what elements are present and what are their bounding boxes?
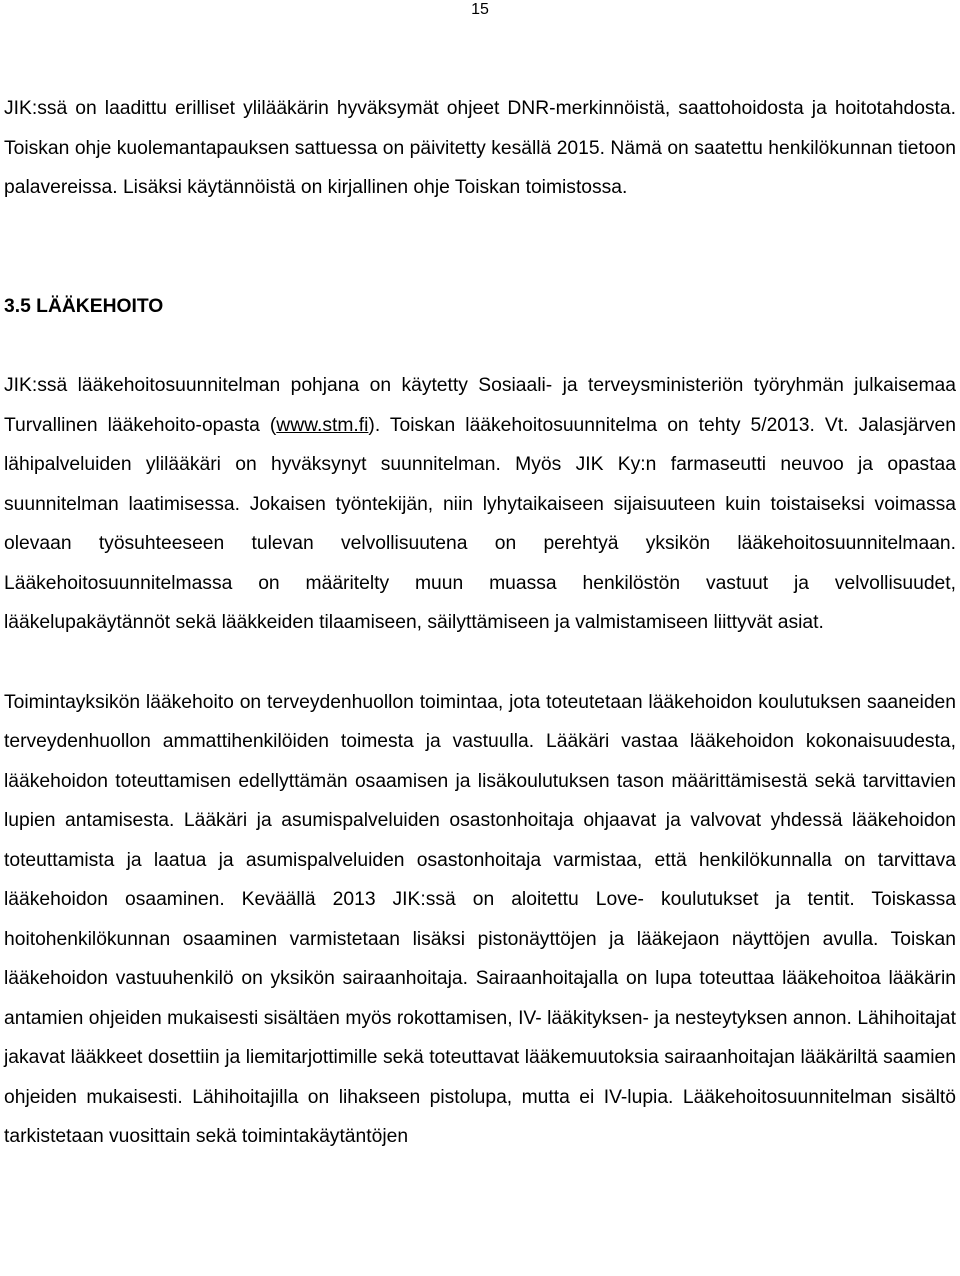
spacer: [4, 643, 956, 683]
document-body: [4, 89, 956, 1157]
paragraph-text: ). Toiskan lääkehoitosuunnitelma on tehty 5/2013. Vt. Jalasjärven lähipalveluiden ylilääkäri on hyväksynyt suunnitelman. Myös JIK Ky:n farmaseutti neuvoo ja opastaa suunnitelman laatimisessa. Jokaisen työntekijän, niin lyhytaikaiseen sijaisuuteen kuin toistaiseksi voimassa olevaan työsuhteeseen tulevan velvollisuutena on perehtyä yksikön lääkehoitosuunnitelmaan. Lääkehoitosuunnitelmassa on määritelty muun muassa henkilöstön vastuut ja velvollisuudet, lääkelupakäytännöt sekä lääkkeiden tilaamiseen, säilyttämiseen ja valmistamiseen liittyvät asiat.: [4, 414, 956, 633]
page-number: 15: [471, 1, 489, 18]
paragraph-text: JIK:ssä lääkehoitosuunnitelman pohjana on käytetty Sosiaali- ja terveysministeriön työryhmän julkaisemaa Turvallinen lääkehoito-opasta (: [4, 375, 956, 436]
paragraph-medication-responsibility: Toimintayksikön lääkehoito on terveydenhuollon toimintaa, jota toteutetaan lääkehoidon koulutuksen saaneiden terveydenhuollon ammattihenkilöiden toimesta ja vastuulla. Lääkäri vastaa lääkehoidon kokonaisuudesta, lääkehoidon toteuttamisen edellyttämän osaamisen ja lisäkoulutuksen tason määrittämisestä sekä tarvittavien lupien antamisesta. Lääkäri ja asumispalveluiden osastonhoitaja ohjaavat ja valvovat yhdessä lääkehoidon toteuttamista ja laatua ja asumispalveluiden osastonhoitaja varmistaa, että henkilökunnalla on tarvittava lääkehoidon osaaminen. Keväällä 2013 JIK:ssä on aloitettu Love- koulutukset ja tentit. Toiskassa hoitohenkilökunnan osaaminen varmistetaan lisäksi pistonäyttöjen ja lääkejaon näyttöjen avulla. Toiskan lääkehoidon vastuuhenkilö on yksikön sairaanhoitaja. Sairaanhoitajalla on lupa toteuttaa lääkehoitoa lääkärin antamien ohjeiden mukaisesti sisältäen myös rokottamisen, IV- lääkityksen- ja nesteytyksen annon. Lähihoitajat jakavat lääkkeet dosettiin ja liemitarjottimille sekä toteuttavat lääkemuutoksia sairaanhoitajan lääkäriltä saamien ohjeiden mukaisesti. Lähihoitajilla on lihakseen pistolupa, mutta ei IV-lupia. Lääkehoitosuunnitelman sisältö tarkistetaan vuosittain sekä toimintakäytäntöjen: [4, 691, 956, 1147]
spacer: [4, 208, 956, 287]
spacer: [4, 326, 956, 366]
stm-link[interactable]: www.stm.fi: [276, 414, 369, 436]
paragraph-medication-plan: [4, 366, 956, 643]
paragraph-dnr-instructions: JIK:ssä on laadittu erilliset ylilääkärin hyväksymät ohjeet DNR-merkinnöistä, saattohoidosta ja hoitotahdosta. Toiskan ohje kuolemantapauksen sattuessa on päivitetty kesällä 2015. Nämä on saatettu henkilökunnan tietoon palavereissa. Lisäksi käytännöistä on kirjallinen ohje Toiskan toimistossa.: [4, 98, 956, 198]
section-heading: 3.5 LÄÄKEHOITO: [4, 295, 164, 317]
